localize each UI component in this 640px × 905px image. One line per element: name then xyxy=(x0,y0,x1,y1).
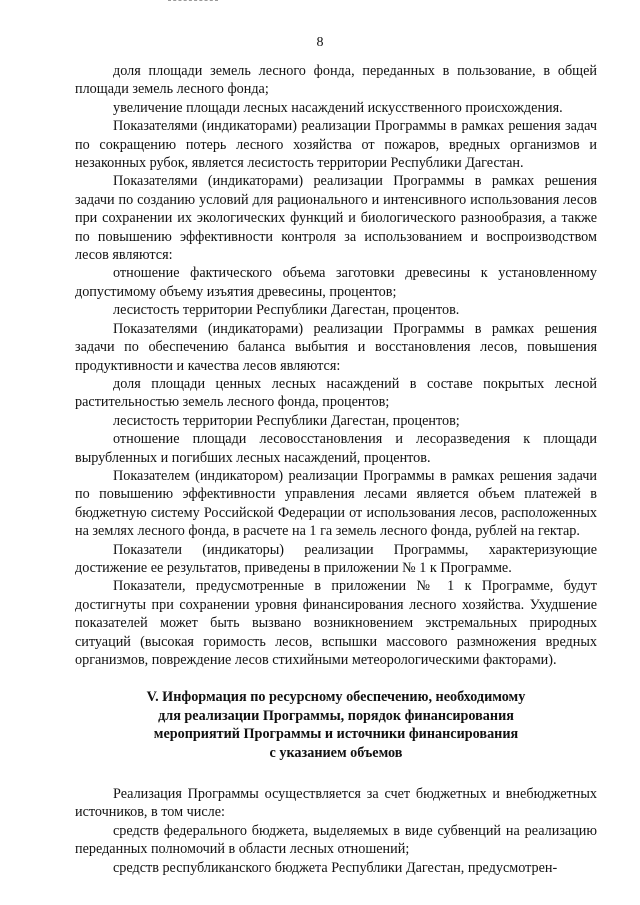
section-heading-line: с указанием объемов xyxy=(269,744,403,761)
paragraph-fire-loss-indicators: Показателями (индикаторами) реализации Программы в рамках решения задач по сокращению потерь лесного хозяйства от пожаров, вредных организмов и незаконных рубок, является лесистость территории Республики Дагестан. xyxy=(75,118,597,172)
paragraph-risk-factors: Показатели, предусмотренные в приложении № 1 к Программе, будут достигнуты при сохранении уровня финансирования лесного хозяйства. Ухудшение показателей может быть вызвано возникновением экстремальных природных ситуаций (высокая горимость лесов, вспышки массового размножения вредных организмов, повреждение лесов стихийными метеорологическими факторами). xyxy=(75,578,597,668)
section-heading-line: мероприятий Программы и источники финансирования xyxy=(153,726,519,743)
section-heading-line: V. Информация по ресурсному обеспечению, необходимому xyxy=(146,689,526,706)
paragraph-share-leased-area: доля площади земель лесного фонда, переданных в пользование, в общей площади земель лесного фонда; xyxy=(75,63,597,98)
page-number: 8 xyxy=(316,35,324,50)
section-heading xyxy=(75,669,597,785)
paragraph-valuable-plantations: доля площади ценных лесных насаждений в составе покрытых лесной растительностью земель лесного фонда, процентов; xyxy=(75,375,597,411)
scan-artifact xyxy=(168,0,218,3)
paragraph-republic-budget: средств республиканского бюджета Республики Дагестан, предусмотрен- xyxy=(113,859,558,876)
paragraph-management-indicator: Показателем (индикатором) реализации Программы в рамках решения задачи по повышению эффективности управления лесами является объем платежей в бюджетную систему Российской Федерации от использования лесов, расположенных на землях лесного фонда, в расчете на 1 га земель лесного фонда, рублей на гектар. xyxy=(75,467,597,540)
paragraph-rational-use-indicators: Показателями (индикаторами) реализации Программы в рамках решения задачи по созданию условий для рационального и интенсивного использования лесов при сохранении их экологических функций и биологического разнообразия, а также по повышению эффективности контроля за использованием и воспроизводством лесов являются: xyxy=(75,173,597,264)
paragraph-appendix-reference: Показатели (индикаторы) реализации Программы, характеризующие достижение ее результатов, приведены в приложении № 1 к Программе. xyxy=(75,541,597,576)
paragraph-artificial-plantations: увеличение площади лесных насаждений искусственного происхождения. xyxy=(113,99,563,116)
paragraph-forest-cover-1: лесистость территории Республики Дагестан, процентов. xyxy=(113,302,460,319)
paragraph-reforestation-ratio: отношение площади лесовосстановления и лесоразведения к площади вырубленных и погибших лесных насаждений, процентов. xyxy=(75,431,597,466)
paragraph-balance-indicators: Показателями (индикаторами) реализации Программы в рамках решения задачи по обеспечению баланса выбытия и восстановления лесов, повышения продуктивности и качества лесов являются: xyxy=(75,320,597,374)
paragraph-harvest-ratio: отношение фактического объема заготовки древесины к установленному допустимому объему изъятия древесины, процентов; xyxy=(75,265,597,300)
paragraph-funding-sources: Реализация Программы осуществляется за счет бюджетных и внебюджетных источников, в том числе: xyxy=(75,786,597,821)
section-heading-line: для реализации Программы, порядок финансирования xyxy=(158,707,514,724)
document-body xyxy=(75,62,597,877)
paragraph-federal-budget: средств федерального бюджета, выделяемых в виде субвенций на реализацию переданных полномочий в области лесных отношений; xyxy=(75,822,597,858)
paragraph-forest-cover-2: лесистость территории Республики Дагестан, процентов; xyxy=(113,412,460,429)
